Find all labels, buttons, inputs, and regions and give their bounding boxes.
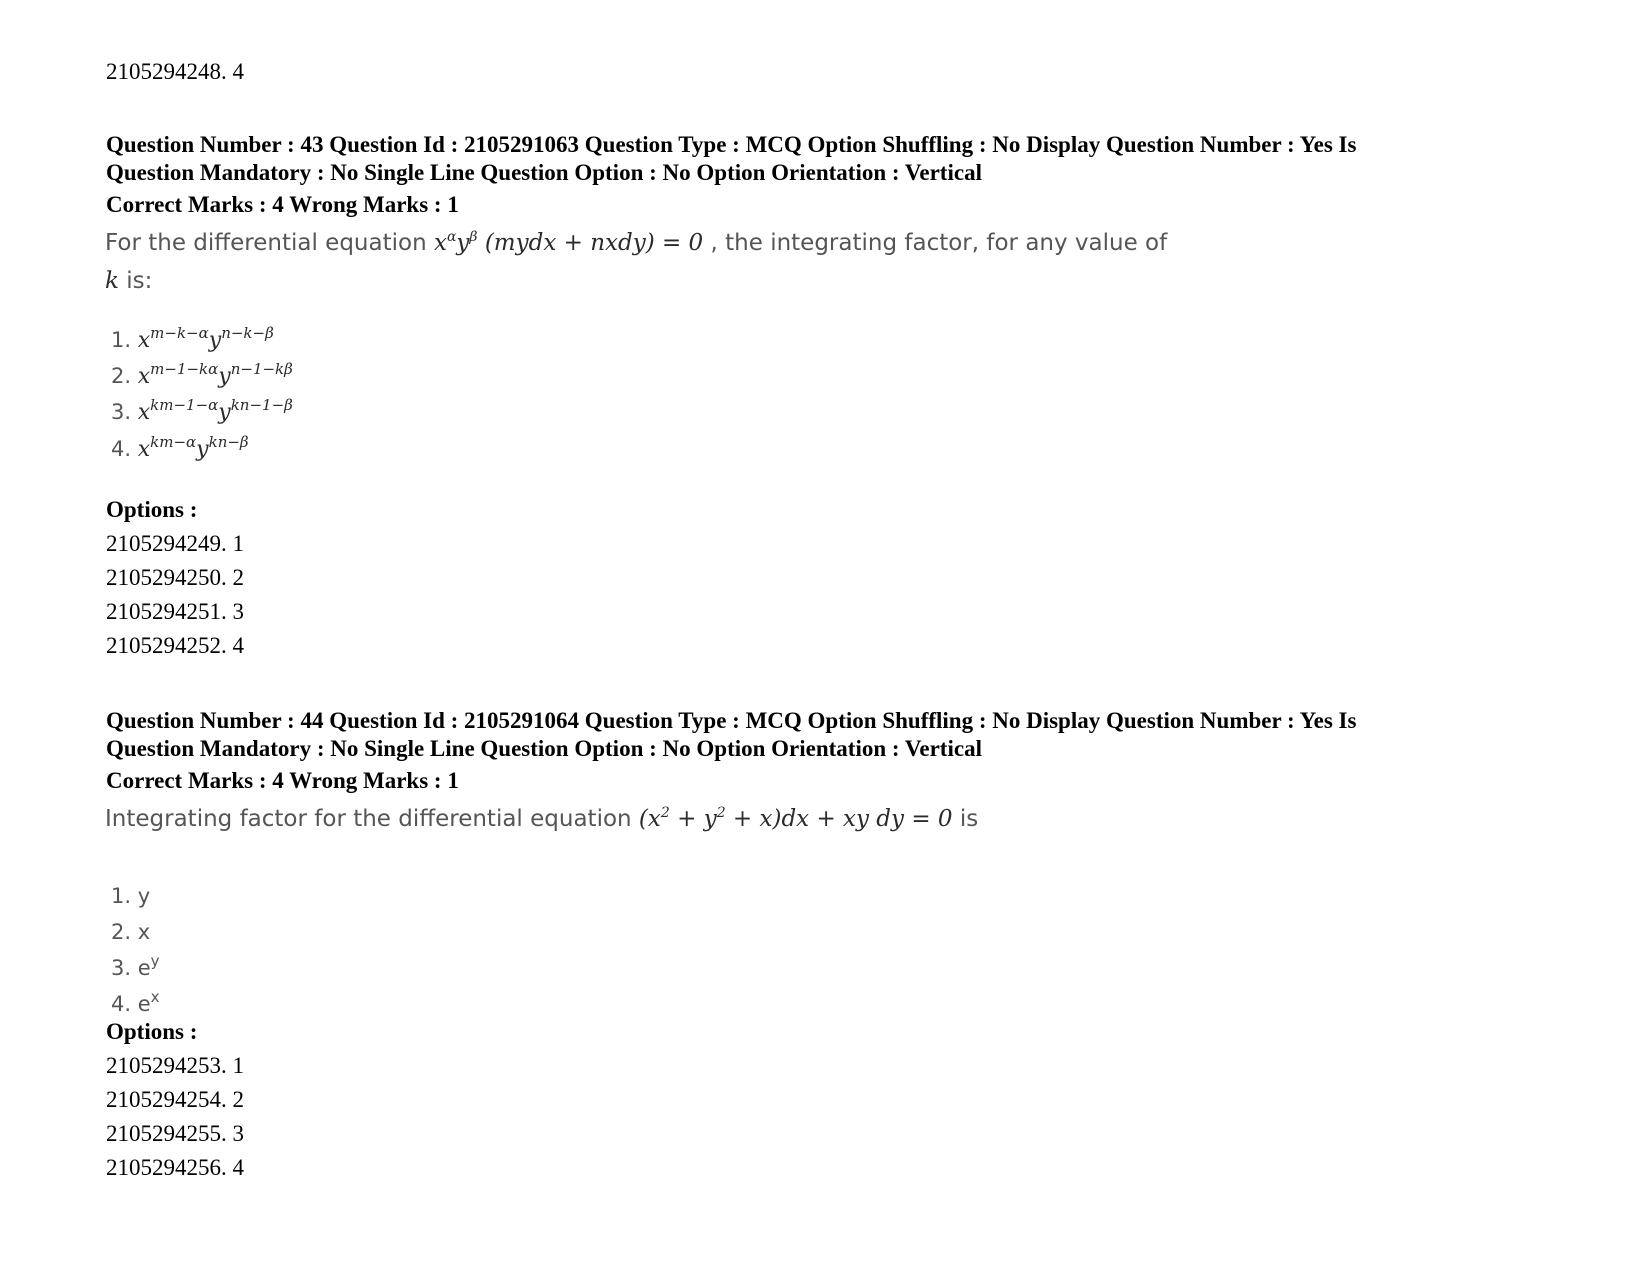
question-meta-line-2: Question Mandatory : No Single Line Question Option : No Option Orientation : Vertical	[106, 160, 982, 185]
choice-exponent: kn−1−β	[230, 396, 293, 414]
question-marks: Correct Marks : 4 Wrong Marks : 1	[106, 192, 459, 217]
question-text-after: , the integrating factor, for any value of	[710, 230, 1168, 256]
choice-expression	[137, 433, 249, 462]
question-meta-line-1: Question Number : 44 Question Id : 2105291064 Question Type : MCQ Option Shuffling : No Display Question Number : Yes Is	[106, 708, 1357, 733]
choice-exponent: km−1−α	[150, 396, 219, 414]
choice-item	[111, 954, 160, 982]
choice-term: x	[137, 400, 151, 425]
question-meta-line-1: Question Number : 43 Question Id : 2105291063 Question Type : MCQ Option Shuffling : No Display Question Number : Yes Is	[106, 132, 1357, 157]
equation-exponent: 2	[716, 805, 726, 821]
choice-item	[111, 398, 293, 427]
choice-number: 3.	[111, 400, 132, 424]
choice-term: y	[208, 328, 222, 353]
choice-term: e	[137, 956, 151, 980]
option-id-line: 2105294256. 4	[106, 1155, 244, 1180]
question-text	[105, 804, 978, 834]
option-id-line: 2105294249. 1	[106, 531, 244, 556]
choice-number: 2.	[111, 920, 132, 944]
equation-term: x	[433, 230, 447, 256]
choice-number: 1.	[111, 328, 132, 352]
question-variable: k	[105, 268, 119, 294]
question-text-line-2	[105, 266, 152, 296]
question-equation	[639, 806, 953, 832]
choice-exponent: kn−β	[208, 433, 249, 451]
choice-item	[111, 435, 249, 464]
options-label: Options :	[106, 1019, 198, 1044]
choice-exponent: km−α	[150, 433, 197, 451]
choice-item	[111, 918, 150, 946]
choice-exponent: m−k−α	[150, 324, 209, 342]
choice-number: 1.	[111, 884, 132, 908]
choice-expression	[138, 884, 150, 908]
equation-rest: (mydx + nxdy) = 0	[484, 230, 704, 256]
option-id-line: 2105294253. 1	[106, 1053, 244, 1078]
choice-term: y	[218, 364, 231, 389]
equation-exponent: 2	[660, 805, 670, 821]
equation-exponent: β	[469, 229, 478, 245]
choice-item	[111, 882, 150, 910]
question-text-before: For the differential equation	[105, 230, 427, 256]
choice-expression	[137, 360, 293, 389]
choice-expression	[137, 324, 274, 353]
option-id-line: 2105294250. 2	[106, 565, 244, 590]
choice-term: x	[137, 920, 151, 944]
equation-rest: + x)dx + xy dy = 0	[725, 806, 953, 832]
question-equation	[434, 230, 703, 256]
previous-option-line: 2105294248. 4	[106, 59, 244, 84]
choice-item	[111, 326, 274, 355]
equation-term: + y	[669, 806, 717, 832]
choice-exponent: n−k−β	[221, 324, 274, 342]
option-id-line: 2105294252. 4	[106, 633, 244, 658]
choice-item	[111, 990, 160, 1018]
question-meta-line-2: Question Mandatory : No Single Line Question Option : No Option Orientation : Vertical	[106, 736, 982, 761]
equation-exponent: α	[446, 229, 457, 245]
option-id-line: 2105294255. 3	[106, 1121, 244, 1146]
question-text-after: is	[959, 806, 979, 832]
choice-number: 3.	[111, 956, 132, 980]
question-meta	[106, 707, 1526, 763]
option-id-line: 2105294254. 2	[106, 1087, 244, 1112]
choice-term: y	[137, 884, 151, 908]
choice-term: x	[137, 364, 151, 389]
question-text-tail: is:	[126, 268, 153, 294]
equation-term: y	[456, 230, 470, 256]
choice-term: x	[137, 328, 151, 353]
choice-term: e	[137, 992, 151, 1016]
choice-number: 2.	[111, 364, 132, 388]
option-id-line: 2105294251. 3	[106, 599, 244, 624]
choice-term: y	[218, 400, 231, 425]
choice-term: x	[137, 437, 151, 462]
choice-number: 4.	[111, 992, 132, 1016]
equation-term: (x	[638, 806, 661, 832]
choice-number: 4.	[111, 437, 132, 461]
choice-expression	[138, 920, 150, 944]
choice-exponent: m−1−kα	[150, 360, 219, 378]
choice-item	[111, 362, 293, 391]
choice-term: y	[196, 437, 209, 462]
choice-expression	[137, 396, 293, 425]
choice-exponent: n−1−kβ	[230, 360, 293, 378]
question-text-before: Integrating factor for the differential equation	[105, 806, 632, 832]
choice-expression	[137, 988, 160, 1016]
choice-exponent: x	[150, 988, 160, 1006]
options-label: Options :	[106, 497, 198, 522]
question-text	[105, 228, 1167, 258]
question-marks: Correct Marks : 4 Wrong Marks : 1	[106, 768, 459, 793]
question-meta	[106, 131, 1526, 187]
choice-exponent: y	[150, 952, 160, 970]
choice-expression	[137, 952, 160, 980]
